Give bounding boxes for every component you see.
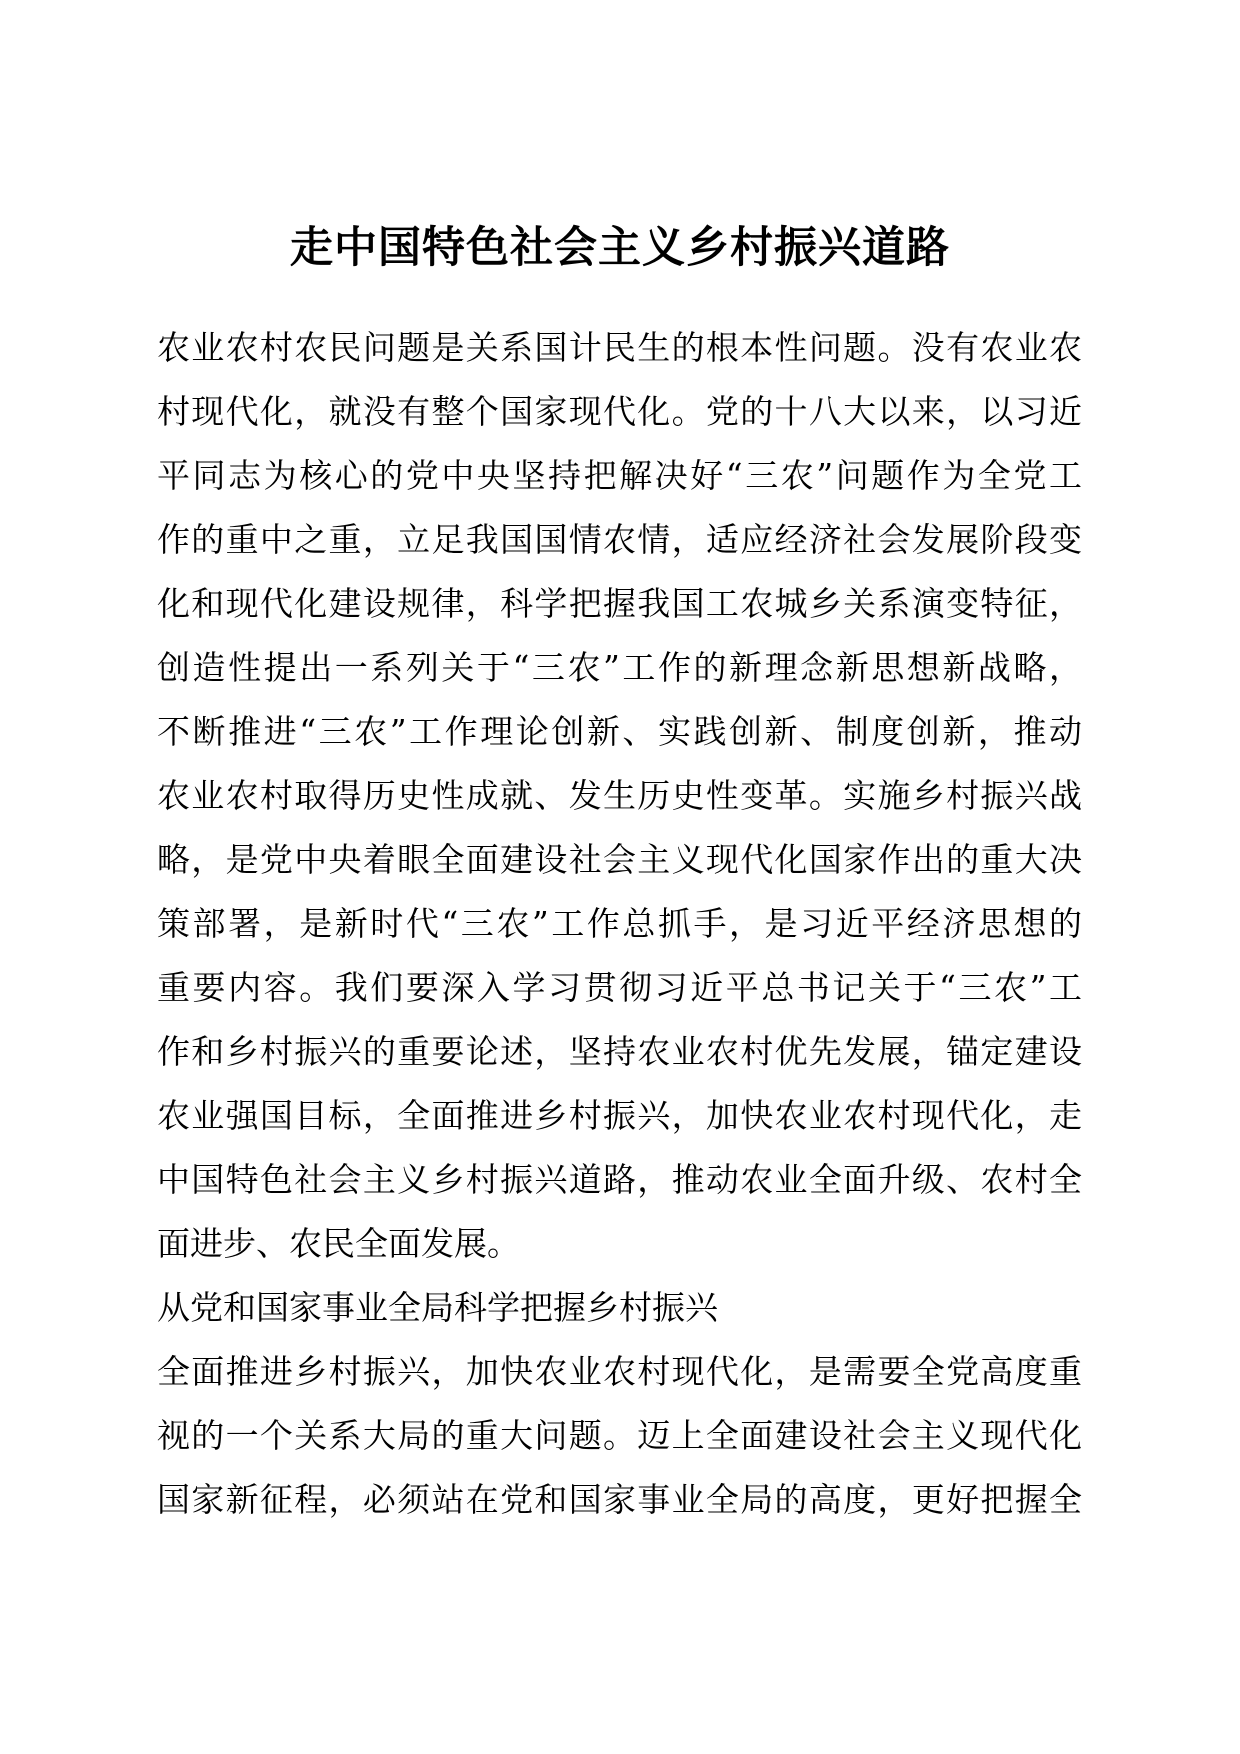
text-line: 略，是党中央着眼全面建设社会主义现代化国家作出的重大决 bbox=[157, 840, 1082, 879]
text-line: 农业强国目标，全面推进乡村振兴，加快农业农村现代化，走 bbox=[157, 1096, 1082, 1135]
text-line: 化和现代化建设规律，科学把握我国工农城乡关系演变特征， bbox=[157, 584, 1082, 623]
text-line: 面进步、农民全面发展。 bbox=[157, 1224, 520, 1263]
text-line: 农业农村取得历史性成就、发生历史性变革。实施乡村振兴战 bbox=[157, 776, 1082, 815]
section-heading: 从党和国家事业全局科学把握乡村振兴 bbox=[157, 1288, 718, 1327]
text-line: 中国特色社会主义乡村振兴道路，推动农业全面升级、农村全 bbox=[157, 1160, 1082, 1199]
text-line: 重要内容。我们要深入学习贯彻习近平总书记关于“三农”工 bbox=[157, 968, 1082, 1007]
text-line: 作的重中之重，立足我国国情农情，适应经济社会发展阶段变 bbox=[157, 520, 1082, 559]
text-line: 作和乡村振兴的重要论述，坚持农业农村优先发展，锚定建设 bbox=[157, 1032, 1082, 1071]
text-line: 平同志为核心的党中央坚持把解决好“三农”问题作为全党工 bbox=[157, 456, 1082, 495]
text-line: 全面推进乡村振兴，加快农业农村现代化，是需要全党高度重 bbox=[157, 1352, 1082, 1391]
text-line: 农业农村农民问题是关系国计民生的根本性问题。没有农业农 bbox=[157, 328, 1082, 367]
text-line: 村现代化，就没有整个国家现代化。党的十八大以来，以习近 bbox=[157, 392, 1082, 431]
text-line: 策部署，是新时代“三农”工作总抓手，是习近平经济思想的 bbox=[157, 904, 1082, 943]
document-body bbox=[157, 316, 1082, 1532]
text-line: 国家新征程，必须站在党和国家事业全局的高度，更好把握全 bbox=[157, 1480, 1082, 1519]
text-line: 创造性提出一系列关于“三农”工作的新理念新思想新战略， bbox=[157, 648, 1082, 687]
text-line: 视的一个关系大局的重大问题。迈上全面建设社会主义现代化 bbox=[157, 1416, 1082, 1455]
document-title: 走中国特色社会主义乡村振兴道路 bbox=[290, 223, 950, 273]
text-line: 不断推进“三农”工作理论创新、实践创新、制度创新，推动 bbox=[157, 712, 1082, 751]
